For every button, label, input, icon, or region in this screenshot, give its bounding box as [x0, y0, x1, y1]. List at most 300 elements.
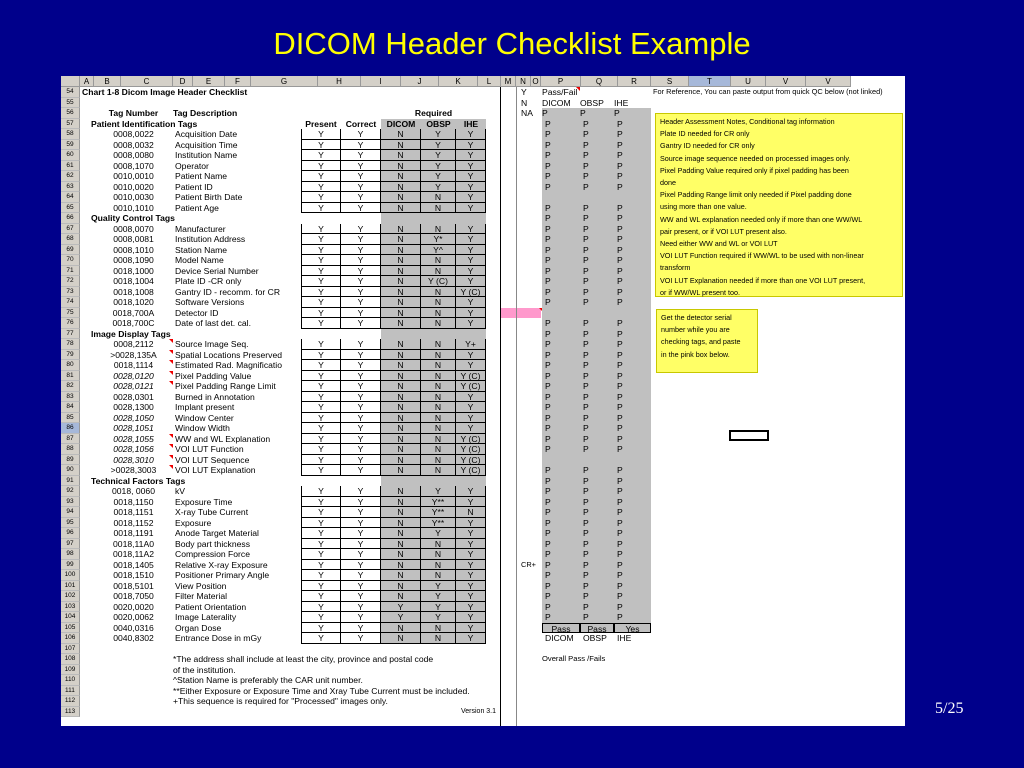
present-value: Y [301, 413, 341, 424]
correct-value: Y [341, 560, 381, 571]
result-obsp: P [580, 203, 614, 214]
present-value: Y [301, 266, 341, 277]
detector-serial-note [656, 309, 758, 373]
result-ihe: P [614, 234, 651, 245]
result-ihe: P [614, 245, 651, 256]
tag-description: Model Name [175, 255, 224, 265]
column-header-V[interactable]: V [806, 76, 851, 87]
ihe-required: Y [456, 171, 486, 182]
result-ihe: P [614, 371, 651, 382]
result-ihe: P [614, 171, 651, 182]
present-value: Y [301, 528, 341, 539]
present-value: Y [301, 434, 341, 445]
result-dicom: P [542, 612, 580, 623]
tag-description: Window Center [175, 412, 234, 423]
result-dicom: P [542, 371, 580, 382]
sheet-row [61, 665, 905, 676]
header-required: Required [414, 108, 453, 118]
column-header-I[interactable]: I [361, 76, 401, 87]
result-obsp: P [580, 402, 614, 413]
row-number[interactable]: 112 [61, 696, 80, 707]
chart-title: Chart 1-8 Dicom Image Header Checklist [82, 87, 248, 97]
sheet-row [61, 381, 905, 392]
tag-number: 0008,0070 [113, 223, 154, 234]
row-number[interactable]: 93 [61, 497, 80, 508]
tag-number: 0018,11A2 [113, 549, 154, 559]
result-obsp: P [580, 560, 614, 571]
tag-description: Patient Orientation [175, 601, 247, 612]
obsp-required: Y [421, 129, 456, 140]
column-header-D[interactable]: D [173, 76, 193, 87]
result-ihe: P [614, 140, 651, 151]
sheet-row [61, 591, 905, 602]
correct-value: Y [341, 570, 381, 581]
ihe-required: Y [456, 360, 486, 371]
tag-description: Plate ID -CR only [175, 276, 242, 286]
tag-number: 0008,0080 [113, 150, 154, 160]
row-number[interactable]: 102 [61, 591, 80, 602]
dicom-required: N [381, 287, 421, 298]
column-header-U[interactable]: U [731, 76, 766, 87]
tag-number: 0028,1056 [94, 444, 173, 455]
column-header-N[interactable]: N [516, 76, 531, 87]
row-number[interactable]: 70 [61, 255, 80, 266]
obsp-required: Y [421, 140, 456, 151]
row-number[interactable]: 65 [61, 203, 80, 214]
column-header-O[interactable]: O [531, 76, 541, 87]
row-number[interactable]: 76 [61, 318, 80, 329]
dicom-required: N [381, 623, 421, 634]
ihe-required: Y [456, 402, 486, 413]
tag-number: 0010,1010 [113, 202, 154, 213]
result-obsp: P [580, 245, 614, 256]
row-number[interactable]: 111 [61, 686, 80, 697]
correct-value: Y [341, 486, 381, 497]
obsp-required: Y [421, 182, 456, 193]
present-value: Y [301, 129, 341, 140]
tag-number: 0018,1191 [113, 528, 154, 538]
dicom-required: Y [381, 602, 421, 613]
tag-number: 0028,1050 [113, 412, 154, 423]
note-line: checking tags, and paste [661, 337, 741, 347]
column-header-T[interactable]: T [689, 76, 731, 87]
present-value: Y [301, 602, 341, 613]
tag-number: 0018,7050 [113, 591, 154, 601]
tag-number: 0018,1004 [113, 276, 154, 286]
correct-value: Y [341, 602, 381, 613]
obsp-required: Y^ [421, 245, 456, 256]
tag-number: 0040,8302 [113, 633, 154, 643]
row-number[interactable]: 62 [61, 171, 80, 182]
row-number[interactable]: 110 [61, 675, 80, 686]
present-value: Y [301, 549, 341, 560]
dicom-required: N [381, 444, 421, 455]
result-ihe: P [614, 266, 651, 277]
row-number[interactable]: 99 [61, 560, 80, 571]
result-dicom: P [542, 444, 580, 455]
result-dicom: P [542, 560, 580, 571]
column-header-H[interactable]: H [318, 76, 361, 87]
row-number[interactable]: 58 [61, 129, 80, 140]
present-value: Y [301, 245, 341, 256]
column-header-B[interactable]: B [94, 76, 121, 87]
correct-value: Y [341, 539, 381, 550]
row-number[interactable]: 80 [61, 360, 80, 371]
note-line: VOI LUT Function required if WW/WL to be used with non-linear [660, 251, 864, 261]
obsp-required: N [421, 413, 456, 424]
header-present: Present [305, 118, 337, 129]
tag-description: VOI LUT Sequence [175, 454, 250, 465]
version-label: Version 3.1 [461, 707, 497, 715]
row-number[interactable]: 84 [61, 402, 80, 413]
header-dicom: DICOM [381, 119, 421, 130]
legend-code: NA [521, 108, 533, 118]
row-number[interactable]: 61 [61, 161, 80, 172]
present-value: Y [301, 140, 341, 151]
dicom-required: N [381, 339, 421, 350]
ihe-required: Y [456, 224, 486, 235]
result-obsp: P [580, 602, 614, 613]
sheet-row [61, 87, 905, 98]
header-correct: Correct [345, 118, 377, 129]
result-obsp: P [580, 234, 614, 245]
column-header-M[interactable]: M [501, 76, 516, 87]
sheet-row [61, 675, 905, 686]
result-ihe: P [614, 444, 651, 455]
tag-number: 0008,1070 [113, 160, 154, 171]
row-number[interactable]: 54 [61, 87, 80, 98]
column-header-L[interactable]: L [478, 76, 501, 87]
row-number[interactable]: 68 [61, 234, 80, 245]
pink-paste-box[interactable] [501, 308, 541, 319]
row-number[interactable]: 64 [61, 192, 80, 203]
sheet-row [61, 308, 905, 319]
obsp-required: N [421, 402, 456, 413]
tag-number: 0018,1150 [113, 496, 154, 507]
row-shade [381, 476, 486, 487]
section-heading: Patient Identification Tags [91, 118, 198, 129]
result-obsp: P [580, 171, 614, 182]
result-ihe: P [614, 329, 651, 340]
result-obsp: P [580, 549, 614, 560]
result-obsp: P [580, 150, 614, 161]
dicom-required: N [381, 486, 421, 497]
row-number[interactable]: 86 [61, 423, 80, 434]
result-obsp: P [580, 423, 614, 434]
row-number[interactable]: 75 [61, 308, 80, 319]
row-number[interactable]: 85 [61, 413, 80, 424]
row-number[interactable]: 55 [61, 98, 80, 109]
tag-number: 0008,2112 [94, 339, 173, 350]
result-obsp [580, 455, 614, 466]
dicom-required: N [381, 549, 421, 560]
obsp-required: Y [421, 602, 456, 613]
result-obsp: Pass [580, 623, 614, 634]
ihe-required: Y (C) [456, 381, 486, 392]
tag-description: Estimated Rad. Magnificatio [175, 360, 282, 370]
row-number[interactable]: 60 [61, 150, 80, 161]
row-number[interactable]: 108 [61, 654, 80, 665]
row-number[interactable]: 66 [61, 213, 80, 224]
tag-number: 0018,1000 [113, 265, 154, 276]
header-ihe: IHE [456, 119, 486, 130]
correct-value: Y [341, 360, 381, 371]
result-dicom: P [542, 402, 580, 413]
tag-number: 0018,700C [112, 318, 155, 328]
obsp-required: N [421, 444, 456, 455]
row-number[interactable]: 106 [61, 633, 80, 644]
result-obsp: P [580, 434, 614, 445]
dicom-required: N [381, 455, 421, 466]
row-number[interactable]: 104 [61, 612, 80, 623]
column-header-P[interactable]: P [541, 76, 581, 87]
obsp-required: N [421, 560, 456, 571]
tag-number: 0010,0020 [113, 181, 154, 192]
obsp-required: N [421, 266, 456, 277]
result-ihe: P [614, 497, 651, 508]
row-number[interactable]: 73 [61, 287, 80, 298]
result-ihe: Yes [614, 623, 651, 634]
row-number[interactable]: 79 [61, 350, 80, 361]
note-line: using more than one value. [660, 202, 747, 212]
ihe-required: Y [456, 581, 486, 592]
ihe-required: Y (C) [456, 465, 486, 476]
sheet-row [61, 486, 905, 497]
correct-value: Y [341, 392, 381, 403]
result-dicom: P [542, 203, 580, 214]
row-number[interactable]: 92 [61, 486, 80, 497]
dicom-required: N [381, 161, 421, 172]
tag-number: 0008,0022 [113, 129, 154, 139]
row-number[interactable]: 101 [61, 581, 80, 592]
result-dicom: P [542, 434, 580, 445]
note-line: Need either WW and WL or VOI LUT [660, 239, 778, 249]
tag-number: >0028,135A [94, 350, 173, 361]
result-ihe: P [614, 392, 651, 403]
dicom-required: N [381, 392, 421, 403]
select-all-corner[interactable] [61, 76, 80, 87]
footnote: **Either Exposure or Exposure Time and Xray Tube Current must be included. [173, 685, 470, 696]
obsp-required: N [421, 570, 456, 581]
column-header-S[interactable]: S [651, 76, 689, 87]
dicom-required: N [381, 360, 421, 371]
result-dicom: P [542, 465, 580, 476]
row-number[interactable]: 89 [61, 455, 80, 466]
tag-description: kV [175, 486, 186, 496]
tag-description: Body part thickness [175, 538, 250, 549]
row-number[interactable]: 57 [61, 119, 80, 130]
result-obsp: P [580, 182, 614, 193]
row-number[interactable]: 78 [61, 339, 80, 350]
result-obsp: P [580, 476, 614, 487]
dicom-required: N [381, 402, 421, 413]
result-ihe [614, 192, 651, 203]
ihe-required: Y [456, 623, 486, 634]
legend-label: DICOM [542, 97, 571, 108]
result-ihe: P [614, 434, 651, 445]
correct-value: Y [341, 161, 381, 172]
row-number[interactable]: 59 [61, 140, 80, 151]
sheet-row [61, 497, 905, 508]
tag-description: Acquisition Time [175, 139, 238, 150]
dicom-required: N [381, 150, 421, 161]
ihe-required: Y [456, 591, 486, 602]
correct-value: Y [341, 140, 381, 151]
row-number[interactable]: 97 [61, 539, 80, 550]
result-dicom [542, 192, 580, 203]
result-dicom: P [542, 497, 580, 508]
row-number[interactable]: 88 [61, 444, 80, 455]
obsp-required: N [421, 434, 456, 445]
tag-description: Exposure [175, 517, 212, 528]
obsp-required: N [421, 350, 456, 361]
row-number[interactable]: 96 [61, 528, 80, 539]
slide-title: DICOM Header Checklist Example [273, 26, 751, 61]
result-obsp: P [580, 381, 614, 392]
tag-description: WW and WL Explanation [175, 433, 271, 444]
ihe-required: Y [456, 602, 486, 613]
note-line: transform [660, 263, 691, 273]
result-ihe: IHE [617, 633, 632, 643]
result-dicom: P [542, 161, 580, 172]
correct-value: Y [341, 413, 381, 424]
row-number[interactable]: 107 [61, 644, 80, 655]
result-obsp: P [580, 213, 614, 224]
row-number[interactable]: 74 [61, 297, 80, 308]
result-obsp: P [580, 413, 614, 424]
ihe-required: Y (C) [456, 455, 486, 466]
sheet-row [61, 528, 905, 539]
column-header-E[interactable]: E [193, 76, 225, 87]
ihe-required: Y [456, 497, 486, 508]
row-number[interactable]: 77 [61, 329, 80, 340]
result-dicom: P [542, 287, 580, 298]
tag-description: Date of last det. cal. [175, 318, 251, 328]
result-ihe: P [614, 350, 651, 361]
dicom-required: N [381, 297, 421, 308]
result-dicom: P [542, 129, 580, 140]
correct-value: Y [341, 224, 381, 235]
correct-value: Y [341, 381, 381, 392]
result-ihe: P [614, 297, 651, 308]
row-number[interactable]: 82 [61, 381, 80, 392]
row-number[interactable]: 72 [61, 276, 80, 287]
ihe-required: Y [456, 539, 486, 550]
dicom-required: N [381, 591, 421, 602]
tag-number: >0028,3003 [94, 465, 173, 476]
column-header-R[interactable]: R [618, 76, 651, 87]
row-number[interactable]: 87 [61, 434, 80, 445]
result-ihe: P [614, 602, 651, 613]
present-value: Y [301, 518, 341, 529]
obsp-required: N [421, 623, 456, 634]
tag-number: 0018,1405 [113, 559, 154, 570]
obsp-required: Y** [421, 497, 456, 508]
footnote: +This sequence is required for "Processed" images only. [173, 696, 388, 706]
result-obsp: OBSP [583, 633, 607, 643]
row-number[interactable]: 90 [61, 465, 80, 476]
row-number[interactable]: 113 [61, 707, 80, 718]
present-value: Y [301, 444, 341, 455]
result-ihe: P [614, 182, 651, 193]
row-number[interactable]: 109 [61, 665, 80, 676]
tag-number: 0028,1051 [113, 423, 154, 433]
dicom-required: N [381, 140, 421, 151]
result-dicom: P [542, 140, 580, 151]
column-header-C[interactable]: C [121, 76, 173, 87]
row-number[interactable]: 105 [61, 623, 80, 634]
ihe-required: Y [456, 150, 486, 161]
dicom-required: N [381, 581, 421, 592]
footnote: of the institution. [173, 664, 236, 675]
tag-description: Software Versions [175, 297, 245, 307]
result-ihe: P [614, 213, 651, 224]
correct-value: Y [341, 287, 381, 298]
correct-value: Y [341, 129, 381, 140]
result-obsp: P [580, 539, 614, 550]
obsp-required: N [421, 224, 456, 235]
dicom-required: N [381, 507, 421, 518]
row-number[interactable]: 95 [61, 518, 80, 529]
note-line: number while you are [661, 325, 730, 335]
result-ihe: P [614, 549, 651, 560]
tag-number: 0028,3010 [94, 455, 173, 466]
obsp-required: Y** [421, 518, 456, 529]
column-header-K[interactable]: K [439, 76, 478, 87]
selected-cell-cursor[interactable] [729, 430, 769, 441]
legend-code: Y [521, 87, 527, 97]
row-number[interactable]: 83 [61, 392, 80, 403]
row-number[interactable]: 98 [61, 549, 80, 560]
tag-description: Gantry ID - recomm. for CR [175, 286, 281, 297]
row-number[interactable]: 63 [61, 182, 80, 193]
result-ihe: P [614, 465, 651, 476]
row-number[interactable]: 91 [61, 476, 80, 487]
result-dicom: P [542, 381, 580, 392]
dicom-required: N [381, 528, 421, 539]
dicom-required: N [381, 255, 421, 266]
sheet-row [61, 402, 905, 413]
row-number[interactable]: 67 [61, 224, 80, 235]
column-header-F[interactable]: F [225, 76, 251, 87]
row-number[interactable]: 81 [61, 371, 80, 382]
result-dicom: P [542, 224, 580, 235]
row-number[interactable]: 103 [61, 602, 80, 613]
column-header-A[interactable]: A [80, 76, 94, 87]
result-ihe: P [614, 203, 651, 214]
result-dicom: P [542, 276, 580, 287]
header-obsp: OBSP [421, 119, 456, 130]
result-dicom: P [542, 266, 580, 277]
column-header-V[interactable]: V [766, 76, 806, 87]
result-ihe: P [614, 528, 651, 539]
correct-value: Y [341, 266, 381, 277]
row-number[interactable]: 71 [61, 266, 80, 277]
column-header-G[interactable]: G [251, 76, 318, 87]
row-number[interactable]: 94 [61, 507, 80, 518]
obsp-required: N [421, 203, 456, 214]
row-number[interactable]: 56 [61, 108, 80, 119]
note-line: done [660, 178, 676, 188]
column-header-J[interactable]: J [401, 76, 439, 87]
ihe-required: Y [456, 549, 486, 560]
result-obsp: P [580, 318, 614, 329]
row-number[interactable]: 100 [61, 570, 80, 581]
tag-description: View Position [175, 580, 227, 591]
row-number[interactable]: 69 [61, 245, 80, 256]
column-header-Q[interactable]: Q [581, 76, 618, 87]
tag-number: 0018,1008 [113, 286, 154, 297]
